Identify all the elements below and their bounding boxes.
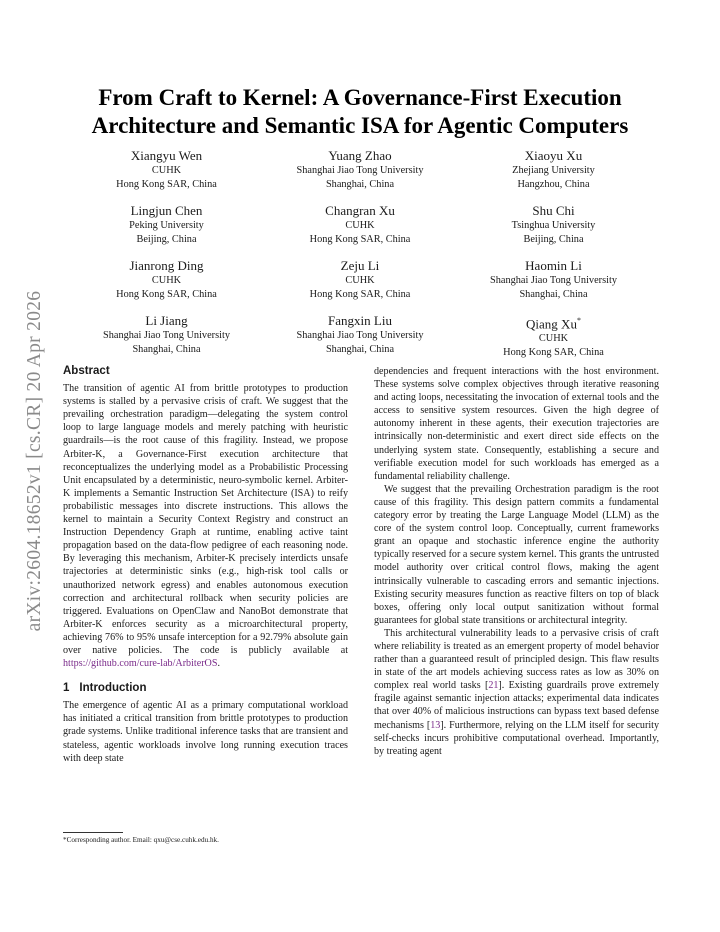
author-location: Hong Kong SAR, China bbox=[309, 233, 411, 245]
author-affiliation: Shanghai Jiao Tong University bbox=[296, 165, 424, 176]
intro-paragraph: dependencies and frequent interactions with the host environment. These systems solve complex objectives through iterative reasoning and acting loops, necessitating the invocation of external tools and the access to sensitive system resources. Given the high degree of autonomy inherent in these agents, their execution trajectories are intrinsically non-deterministic and exert direct side effects on the underlying system state. Consequently, establishing a secure and verifiable execution model for such workloads has emerged as a fundamental reliability challenge. bbox=[374, 366, 659, 482]
paragraph-text: ]. Existing guardrails prove extremely fragile against semantic injection attacks; experimental data indicates that over 40% of malicious instructions can bypass text based defense mechanisms [ bbox=[374, 680, 659, 731]
author-location: Hong Kong SAR, China bbox=[503, 346, 604, 358]
author-card bbox=[457, 257, 650, 312]
author-location: Hangzhou, China bbox=[517, 178, 590, 190]
author-name: Haomin Li bbox=[525, 258, 582, 273]
author-card bbox=[457, 147, 650, 202]
author-affiliation: Zhejiang University bbox=[512, 165, 595, 176]
paper-title: From Craft to Kernel: A Governance-First Execution Architecture and Semantic ISA for Agentic Computers bbox=[91, 85, 629, 138]
author-name: Xiangyu Wen bbox=[130, 148, 203, 163]
author-location: Shanghai, China bbox=[325, 178, 395, 190]
author-name: Yuang Zhao bbox=[328, 148, 392, 163]
author-card bbox=[264, 312, 457, 367]
citation-link[interactable]: 13 bbox=[430, 719, 441, 731]
author-row bbox=[70, 257, 650, 312]
author-row bbox=[70, 202, 650, 257]
code-link[interactable]: https://github.com/cure-lab/ArbiterOS bbox=[63, 658, 218, 670]
author-name bbox=[457, 312, 650, 332]
author-name: Zeju Li bbox=[340, 258, 380, 273]
author-card bbox=[70, 312, 263, 367]
author-row bbox=[70, 147, 650, 202]
abstract-end: . bbox=[217, 658, 220, 670]
intro-paragraph: The emergence of agentic AI as a primary computational workload has initiated a critical transition from brittle prototypes to production grade systems. Unlike traditional inference tasks that are transient and stateless, agentic workloads involve long running execution traces with deep state bbox=[63, 700, 348, 764]
author-location: Hong Kong SAR, China bbox=[116, 178, 217, 190]
author-location: Beijing, China bbox=[523, 233, 584, 245]
paragraph-text: ]. Furthermore, relying on the LLM itself for security self-checks incurs prohibitive computational overhead. Importantly, by treating agent bbox=[374, 719, 659, 757]
author-affiliation: CUHK bbox=[538, 333, 569, 345]
arxiv-identifier-text: arXiv:2604.18652v1 [cs.CR] 20 Apr 2026 bbox=[24, 290, 45, 632]
author-card bbox=[70, 147, 263, 202]
author-location: Shanghai, China bbox=[519, 288, 588, 300]
author-name-text: Qiang Xu bbox=[526, 316, 577, 332]
author-affiliation: CUHK bbox=[345, 275, 375, 286]
left-column bbox=[63, 365, 348, 765]
footnote: *Corresponding author. Email: qxu@cse.cuhk.edu.hk. bbox=[63, 836, 219, 844]
author-affiliation: Peking University bbox=[129, 220, 204, 231]
author-block bbox=[70, 147, 650, 367]
intro-paragraph: We suggest that the prevailing Orchestration paradigm is the root cause of this fragility. This design pattern commits a fundamental category error by treating the Large Language Model (LLM) as the core of the system control loop. Conceptually, current frameworks grant an opaque and stochastic inference engine the authority typically reserved for a secure system kernel. This grants the untrusted model authority over critical control flows, making the agent intrinsically vulnerable to cascading errors and semantic injections. Existing security measures function as reactive filters on top of black boxes, offering only local output sanitization without formal guarantees for global state transitions or architectural integrity. bbox=[374, 483, 659, 626]
author-name: Fangxin Liu bbox=[328, 313, 392, 328]
paragraph-text: This architectural vulnerability leads to a pervasive crisis of craft where reliability is treated as an emergent property of model behavior rather than a guaranteed result of principled design. This flaw results in state of the art models achieving success rates as low as 30% on complex real world tasks [ bbox=[374, 627, 659, 692]
author-card bbox=[264, 257, 457, 312]
author-location: Beijing, China bbox=[136, 233, 197, 245]
author-affiliation: CUHK bbox=[345, 220, 375, 231]
section-heading bbox=[63, 682, 348, 695]
author-affiliation: Shanghai Jiao Tong University bbox=[103, 330, 230, 341]
author-name: Lingjun Chen bbox=[130, 203, 203, 218]
author-affiliation: Tsinghua University bbox=[511, 220, 596, 231]
footnote-divider bbox=[63, 832, 123, 833]
author-location: Shanghai, China bbox=[325, 343, 395, 355]
author-name: Shu Chi bbox=[532, 203, 575, 218]
author-card bbox=[70, 257, 263, 312]
author-location: Hong Kong SAR, China bbox=[116, 288, 217, 300]
intro-paragraph bbox=[374, 627, 659, 758]
section-number: 1 bbox=[63, 682, 70, 695]
author-affiliation: Shanghai Jiao Tong University bbox=[296, 330, 424, 341]
author-affiliation: Shanghai Jiao Tong University bbox=[490, 275, 617, 286]
author-card bbox=[264, 202, 457, 257]
author-affiliation: CUHK bbox=[151, 275, 182, 286]
section-title: Introduction bbox=[79, 682, 147, 695]
abstract-text bbox=[63, 382, 348, 670]
corresponding-author-mark: * bbox=[576, 316, 581, 325]
abstract-heading: Abstract bbox=[63, 365, 110, 377]
author-card bbox=[457, 312, 650, 367]
author-location: Shanghai, China bbox=[132, 343, 201, 355]
author-card bbox=[264, 147, 457, 202]
arxiv-identifier bbox=[18, 262, 52, 660]
author-name: Changran Xu bbox=[325, 203, 395, 218]
author-affiliation: CUHK bbox=[151, 165, 182, 176]
right-column bbox=[374, 365, 659, 758]
author-name: Li Jiang bbox=[145, 313, 188, 328]
citation-link[interactable]: 21 bbox=[488, 680, 499, 692]
author-name: Xiaoyu Xu bbox=[524, 148, 583, 163]
author-row bbox=[70, 312, 650, 367]
author-card bbox=[70, 202, 263, 257]
author-location: Hong Kong SAR, China bbox=[309, 288, 411, 300]
author-card bbox=[457, 202, 650, 257]
author-name: Jianrong Ding bbox=[129, 258, 204, 273]
abstract-body: The transition of agentic AI from brittle prototypes to production systems is stalled by a pervasive crisis of craft. We suggest that the prevailing orchestration paradigm—delegating the system control loop to large language models and merely patching with heuristic guardrails—is the root cause of this fragility. Instead, we propose Arbiter-K, a Governance-First execution architecture that reconceptualizes the underlying model as a Probabilistic Processing Unit encapsulated by a deterministic, neuro-symbolic kernel. Arbiter-K implements a Semantic Instruction Set Architecture (ISA) to reify probabilistic messages into discrete instructions. This allows the kernel to maintain a Security Context Registry and construct an Instruction Dependency Graph at runtime, enabling active taint propagation based on the data-flow pedigree of each reasoning node. By leveraging this mechanism, Arbiter-K precisely interdicts unsafe trajectories at deterministic sinks (e.g., high-risk tool calls or unauthorized network egress) and enables autonomous execution correction and architectural rollback when security policies are triggered. Evaluations on OpenClaw and NanoBot demonstrate that Arbiter-K enforces security as a microarchitectural property, achieving 76% to 95% unsafe interception for a 92.79% absolute gain over native policies. The code is publicly available at bbox=[63, 383, 348, 656]
